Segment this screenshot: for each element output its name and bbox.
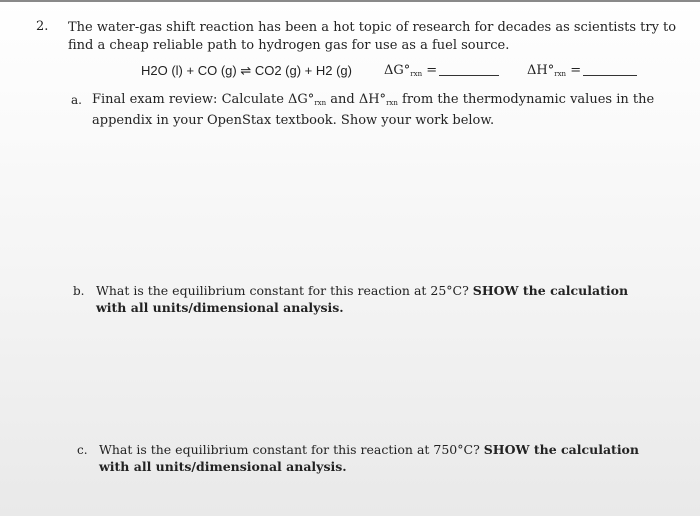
question-text: The water-gas shift reaction has been a hot topic of research for decades as scientists try to find a cheap reliable path to hydrogen gas for use as a fuel source. [68,20,677,53]
page-top-rule [0,0,700,2]
delta-g-equals: = [426,63,438,78]
equation-row [0,63,700,83]
reaction-equation: H2O (l) + CO (g) ⇌ CO2 (g) + H2 (g) [141,63,352,78]
question-number: 2. [36,19,49,34]
part-b-question: What is the equilibrium constant for this reaction at 25°C? [96,283,473,298]
delta-g-field [384,63,499,78]
part-a-text [92,91,688,129]
part-c-letter: c. [77,443,88,457]
part-b-letter: b. [73,284,85,298]
delta-g-subscript: rxn [410,70,423,78]
part-a-sub-1: rxn [314,99,327,107]
part-b-text [96,282,656,316]
part-a-sub-2: rxn [386,99,398,107]
part-a-text-1: Final exam review: Calculate ΔG° [92,92,315,107]
part-b-instruction: SHOW the calculation with all units/dimensional analysis. [96,283,629,315]
part-c-instruction: SHOW the calculation with all units/dimensional analysis. [99,442,639,474]
delta-h-equals: = [570,63,582,78]
delta-h-subscript: rxn [554,70,567,78]
delta-g-blank [439,75,499,76]
delta-h-field [527,63,637,78]
part-c-question: What is the equilibrium constant for this reaction at 750°C? [99,442,484,457]
part-a-text-2: and ΔH° [326,92,387,107]
delta-h-blank [583,75,637,76]
part-a-letter: a. [71,93,82,107]
delta-g-label: ΔG° [384,63,411,78]
part-a-text-3: from the thermodynamic values in the appendix in your OpenStax textbook. Show your work below. [92,92,655,128]
delta-h-label: ΔH° [527,63,555,78]
part-c-text [99,441,659,475]
